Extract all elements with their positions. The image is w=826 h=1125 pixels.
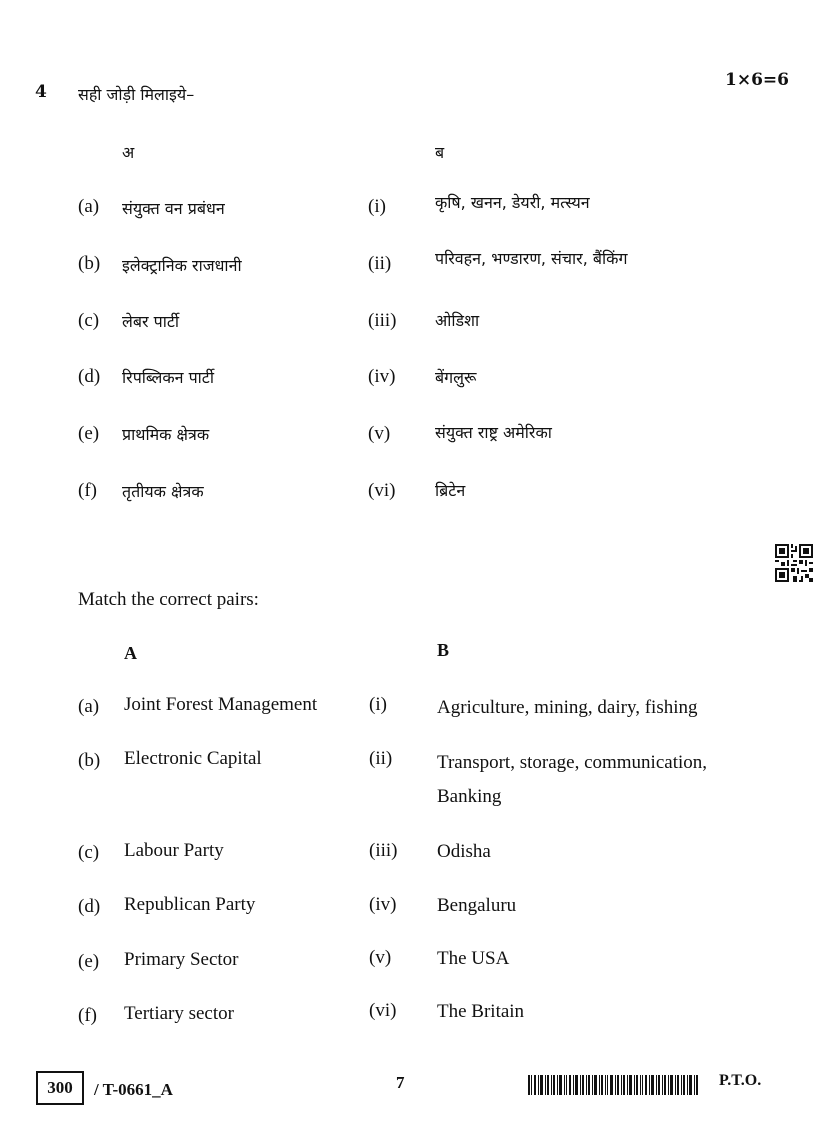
hindi-row-label: (c)	[78, 310, 100, 331]
pto-label: P.T.O.	[719, 1072, 762, 1089]
page-box	[36, 1071, 84, 1105]
barcode-icon	[528, 1075, 698, 1095]
hindi-row-num: (iii)	[368, 310, 397, 331]
hindi-row-right: ओडिशा	[435, 311, 480, 330]
english-row-right-continuation: Banking	[437, 786, 502, 807]
english-row-left: Labour Party	[124, 840, 224, 861]
english-column-b-heading: B	[437, 640, 450, 660]
hindi-row-num: (ii)	[368, 253, 392, 274]
hindi-row-label: (a)	[78, 196, 100, 217]
hindi-row-right: बेंगलुरू	[435, 368, 477, 387]
qr-code-icon	[775, 544, 813, 582]
hindi-row-left: तृतीयक क्षेत्रक	[122, 482, 204, 501]
english-row-label: (e)	[78, 951, 100, 972]
paper-code: / T-0661_A	[94, 1080, 173, 1099]
english-row-num: (v)	[369, 947, 392, 968]
english-row-num: (iv)	[369, 894, 397, 915]
english-row-label: (f)	[78, 1005, 97, 1026]
page-box-value: 300	[47, 1078, 73, 1097]
hindi-row-label: (d)	[78, 366, 101, 387]
hindi-row-right: संयुक्त राष्ट्र अमेरिका	[435, 423, 552, 442]
hindi-row-right: परिवहन, भण्डारण, संचार, बैंकिंग	[435, 249, 628, 268]
hindi-row-left: लेबर पार्टी	[122, 312, 180, 331]
hindi-row-num: (i)	[368, 196, 386, 217]
hindi-row-label: (b)	[78, 253, 101, 274]
page-number: 7	[396, 1073, 405, 1092]
english-instruction: Match the correct pairs:	[78, 589, 259, 610]
hindi-column-b-heading: ब	[435, 143, 445, 162]
hindi-row-left: इलेक्ट्रानिक राजधानी	[122, 256, 242, 275]
english-column-a-heading: A	[124, 643, 137, 663]
hindi-row-right: ब्रिटेन	[435, 481, 466, 500]
hindi-row-num: (iv)	[368, 366, 396, 387]
hindi-row-right: कृषि, खनन, डेयरी, मत्स्यन	[435, 193, 590, 212]
english-row-left: Electronic Capital	[124, 748, 262, 769]
english-row-right: The Britain	[437, 1001, 525, 1022]
marks: 1×6=6	[725, 70, 789, 90]
english-row-num: (vi)	[369, 1000, 397, 1021]
english-row-left: Joint Forest Management	[124, 694, 318, 715]
english-row-right: Agriculture, mining, dairy, fishing	[437, 697, 698, 718]
english-row-num: (iii)	[369, 840, 398, 861]
english-row-label: (b)	[78, 750, 101, 771]
question-number: 4	[35, 82, 47, 102]
english-row-num: (ii)	[369, 748, 393, 769]
english-row-right: The USA	[437, 948, 510, 969]
hindi-row-num: (v)	[368, 423, 391, 444]
hindi-row-num: (vi)	[368, 480, 396, 501]
hindi-instruction: सही जोड़ी मिलाइये–	[78, 85, 195, 104]
english-row-right: Bengaluru	[437, 895, 517, 916]
english-row-num: (i)	[369, 694, 387, 715]
english-row-left: Tertiary sector	[124, 1003, 234, 1024]
english-row-right: Odisha	[437, 841, 491, 862]
hindi-row-label: (f)	[78, 480, 97, 501]
hindi-row-left: रिपब्लिकन पार्टी	[122, 368, 215, 387]
hindi-row-left: प्राथमिक क्षेत्रक	[122, 425, 210, 444]
english-row-left: Republican Party	[124, 894, 256, 915]
english-row-left: Primary Sector	[124, 949, 239, 970]
english-row-label: (d)	[78, 896, 101, 917]
hindi-column-a-heading: अ	[122, 143, 135, 162]
english-row-right: Transport, storage, communication,	[437, 752, 708, 773]
hindi-row-left: संयुक्त वन प्रबंधन	[122, 199, 225, 218]
english-row-label: (a)	[78, 696, 100, 717]
hindi-row-label: (e)	[78, 423, 100, 444]
english-row-label: (c)	[78, 842, 100, 863]
